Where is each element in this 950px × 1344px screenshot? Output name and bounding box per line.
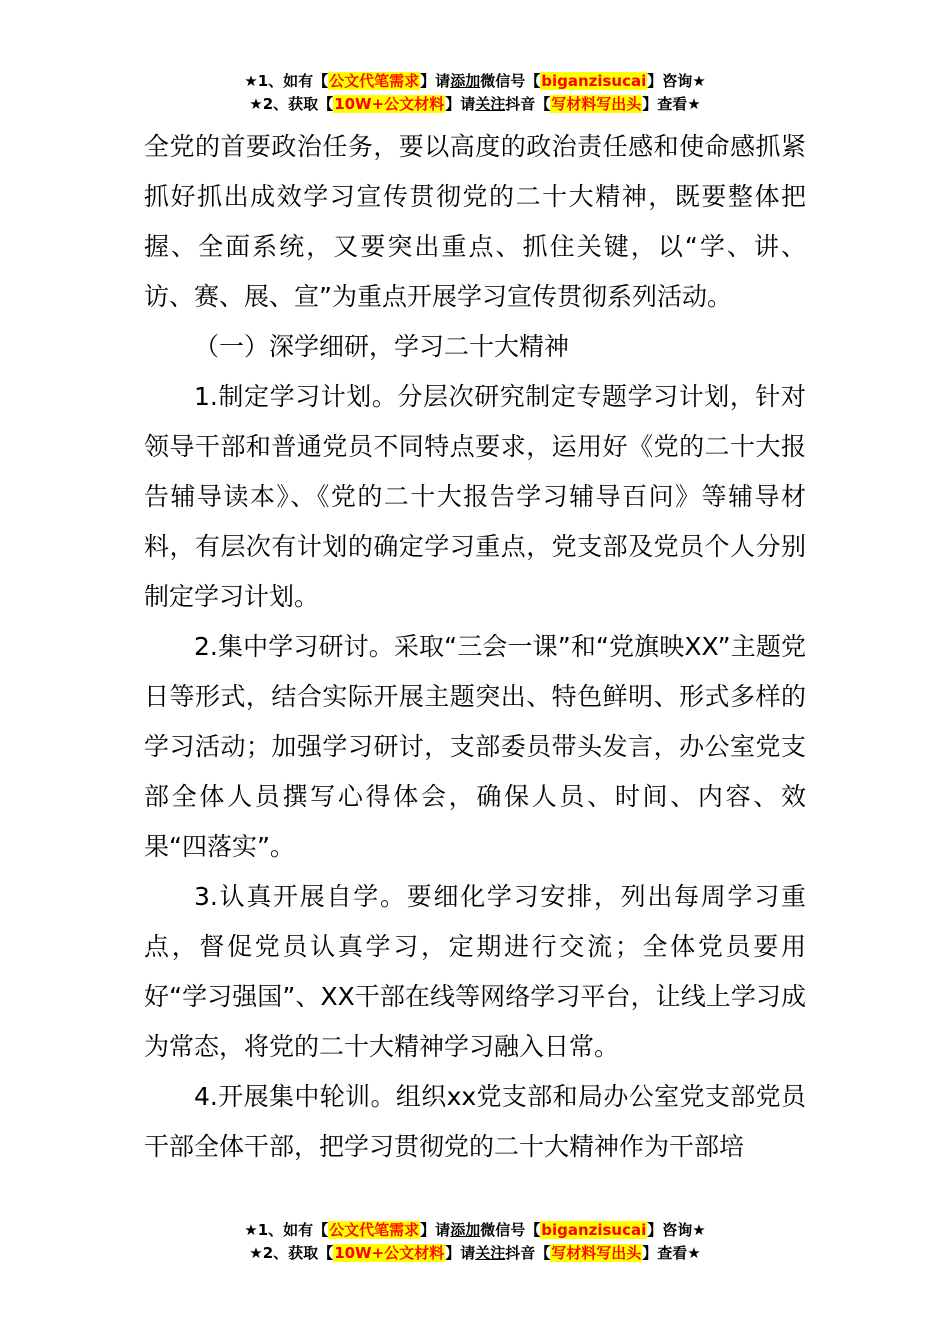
footer-banner-line-1	[0, 1219, 950, 1242]
banner-text: 】请	[445, 1244, 476, 1262]
banner-text: ★1、如有【	[244, 72, 329, 90]
banner-text: ★2、获取【	[249, 95, 334, 113]
header-banner-line-1	[0, 70, 950, 93]
banner-text: 】查看★	[642, 1244, 701, 1262]
banner-text: 抖音【	[505, 1244, 551, 1262]
paragraph-intro: 全党的首要政治任务，要以高度的政治责任感和使命感抓紧抓好抓出成效学习宣传贯彻党的二十大精神，既要整体把握、全面系统，又要突出重点、抓住关键，以“学、讲、访、赛、展、宣”为重点开展学习宣传贯彻系列活动。	[144, 132, 806, 311]
paragraph-item-4: 4.开展集中轮训。组织xx党支部和局办公室党支部党员干部全体干部，把学习贯彻党的二十大精神作为干部培	[144, 1082, 806, 1161]
banner-highlight-materials: 10W+公文材料	[334, 95, 445, 113]
footer-banner-line-2	[0, 1242, 950, 1265]
banner-text: 】咨询★	[647, 1221, 706, 1239]
banner-text: 微信号【	[480, 1221, 541, 1239]
banner-highlight-wechat-id: biganzisucai	[541, 72, 647, 90]
banner-highlight-douyin-id: 写材料写出头	[551, 1244, 642, 1262]
banner-highlight-wechat-id: biganzisucai	[541, 1221, 647, 1239]
paragraph-item-2: 2.集中学习研讨。采取“三会一课”和“党旗映XX”主题党日等形式，结合实际开展主题突出、特色鲜明、形式多样的学习活动；加强学习研讨，支部委员带头发言，办公室党支部全体人员撰写心得体会，确保人员、时间、内容、效果“四落实”。	[144, 632, 806, 861]
banner-text: ★2、获取【	[249, 1244, 334, 1262]
header-banner	[0, 70, 950, 116]
header-banner-line-2	[0, 93, 950, 116]
banner-text: 】请	[445, 95, 476, 113]
footer-banner	[0, 1219, 950, 1265]
banner-text: 微信号【	[480, 72, 541, 90]
banner-text: 抖音【	[505, 95, 551, 113]
banner-text: ★1、如有【	[244, 1221, 329, 1239]
banner-text: 】请	[420, 72, 451, 90]
section-heading-1: （一）深学细研，学习二十大精神	[194, 332, 570, 361]
banner-underline-add: 添加	[450, 1221, 481, 1239]
banner-highlight-materials: 10W+公文材料	[334, 1244, 445, 1262]
paragraph-item-1: 1.制定学习计划。分层次研究制定专题学习计划，针对领导干部和普通党员不同特点要求，运用好《党的二十大报告辅导读本》、《党的二十大报告学习辅导百问》等辅导材料，有层次有计划的确定学习重点，党支部及党员个人分别制定学习计划。	[144, 382, 806, 611]
banner-underline-add: 添加	[450, 72, 481, 90]
paragraph-item-3: 3.认真开展自学。要细化学习安排，列出每周学习重点，督促党员认真学习，定期进行交流；全体党员要用好“学习强国”、XX干部在线等网络学习平台，让线上学习成为常态，将党的二十大精神学习融入日常。	[144, 882, 806, 1061]
banner-highlight-service: 公文代笔需求	[329, 72, 420, 90]
banner-highlight-douyin-id: 写材料写出头	[551, 95, 642, 113]
banner-highlight-service: 公文代笔需求	[329, 1221, 420, 1239]
banner-underline-follow: 关注	[475, 1244, 506, 1262]
banner-text: 】查看★	[642, 95, 701, 113]
banner-underline-follow: 关注	[475, 95, 506, 113]
document-body	[144, 122, 806, 1172]
banner-text: 】请	[420, 1221, 451, 1239]
banner-text: 】咨询★	[647, 72, 706, 90]
